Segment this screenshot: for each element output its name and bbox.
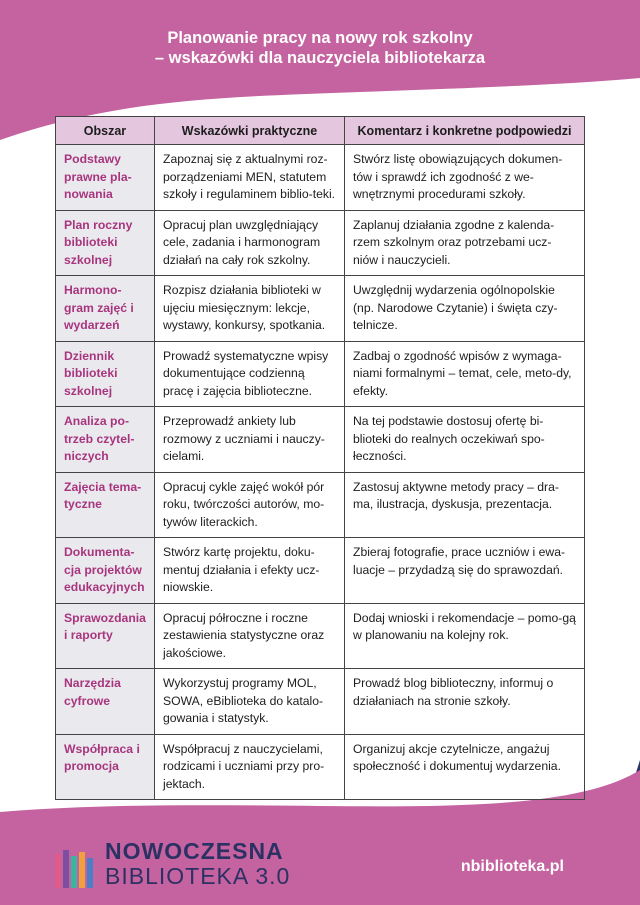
comment-cell: Zbieraj fotografie, prace uczniów i ewa-luacje – przydadzą się do sprawozdań. [345, 538, 585, 604]
comment-cell: Uwzględnij wydarzenia ogólnopolskie (np. Narodowe Czytanie) i święta czy-telnicze. [345, 276, 585, 342]
table-row [56, 145, 585, 211]
table-row [56, 734, 585, 800]
tip-cell: Współpracuj z nauczycielami, rodzicami i uczniami przy pro-jektach. [155, 734, 345, 800]
area-cell: Narzędzia cyfrowe [56, 669, 155, 735]
area-cell: Zajęcia tema-tyczne [56, 472, 155, 538]
area-cell: Dokumenta-cja projektów edukacyjnych [56, 538, 155, 604]
website-link[interactable]: nbiblioteka.pl [460, 858, 564, 875]
area-cell: Współpraca i promocja [56, 734, 155, 800]
area-cell: Dziennik biblioteki szkolnej [56, 341, 155, 407]
tip-cell: Opracuj plan uwzględniający cele, zadania i harmonogram działań na cały rok szkolny. [155, 210, 345, 276]
tip-cell: Przeprowadź ankiety lub rozmowy z uczniami i nauczy-cielami. [155, 407, 345, 473]
comment-cell: Na tej podstawie dostosuj ofertę bi-blioteki do realnych oczekiwań spo-łeczności. [345, 407, 585, 473]
comment-cell: Zadbaj o zgodność wpisów z wymaga-niami formalnymi – temat, cele, meto-dy, efekty. [345, 341, 585, 407]
area-cell: Harmono-gram zajęć i wydarzeń [56, 276, 155, 342]
logo-text-bottom: BIBLIOTEKA 3.0 [105, 863, 291, 889]
comment-cell: Stwórz listę obowiązujących dokumen-tów i sprawdź ich zgodność z we-wnętrznymi procedurami szkoły. [345, 145, 585, 211]
page-subtitle: – wskazówki dla nauczyciela bibliotekarza [154, 49, 486, 67]
table-row [56, 603, 585, 669]
comment-cell: Zaplanuj działania zgodne z kalenda-rzem szkolnym oraz potrzebami ucz-niów i nauczycieli. [345, 210, 585, 276]
header-comments: Komentarz i konkretne podpowiedzi [345, 117, 585, 145]
table-row [56, 669, 585, 735]
tip-cell: Opracuj półroczne i roczne zestawienia statystyczne oraz jakościowe. [155, 603, 345, 669]
books-logo-icon [55, 850, 97, 888]
brand-logo [55, 838, 315, 893]
tip-cell: Opracuj cykle zajęć wokół pór roku, twórczości autorów, mo-tywów literackich. [155, 472, 345, 538]
comment-cell: Dodaj wnioski i rekomendacje – pomo-gą w planowaniu na kolejny rok. [345, 603, 585, 669]
comment-cell: Organizuj akcje czytelnicze, angażuj społeczność i dokumentuj wydarzenia. [345, 734, 585, 800]
tip-cell: Zapoznaj się z aktualnymi roz-porządzeniami MEN, statutem szkoły i regulaminem biblio-teki. [155, 145, 345, 211]
area-cell: Analiza po-trzeb czytel-niczych [56, 407, 155, 473]
area-cell: Podstawy prawne pla-nowania [56, 145, 155, 211]
table-row [56, 472, 585, 538]
tip-cell: Rozpisz działania biblioteki w ujęciu miesięcznym: lekcje, wystawy, konkursy, spotkania. [155, 276, 345, 342]
table-row [56, 276, 585, 342]
table-row [56, 538, 585, 604]
comment-cell: Prowadź blog biblioteczny, informuj o działaniach na stronie szkoły. [345, 669, 585, 735]
logo-text-top: NOWOCZESNA [105, 838, 284, 864]
table-row [56, 341, 585, 407]
area-cell: Plan roczny biblioteki szkolnej [56, 210, 155, 276]
planning-table [55, 116, 585, 800]
tip-cell: Stwórz kartę projektu, doku-mentuj działania i efekty ucz-niowskie. [155, 538, 345, 604]
header-tips: Wskazówki praktyczne [155, 117, 345, 145]
table-row [56, 210, 585, 276]
comment-cell: Zastosuj aktywne metody pracy – dra-ma, ilustracja, dyskusja, prezentacja. [345, 472, 585, 538]
area-cell: Sprawozdania i raporty [56, 603, 155, 669]
table-row [56, 407, 585, 473]
tip-cell: Wykorzystuj programy MOL, SOWA, eBiblioteka do katalo-gowania i statystyk. [155, 669, 345, 735]
tip-cell: Prowadź systematyczne wpisy dokumentujące codzienną pracę i zajęcia biblioteczne. [155, 341, 345, 407]
page-title: Planowanie pracy na nowy rok szkolny [167, 29, 473, 47]
header-area: Obszar [56, 117, 155, 145]
table-header-row [56, 117, 585, 145]
